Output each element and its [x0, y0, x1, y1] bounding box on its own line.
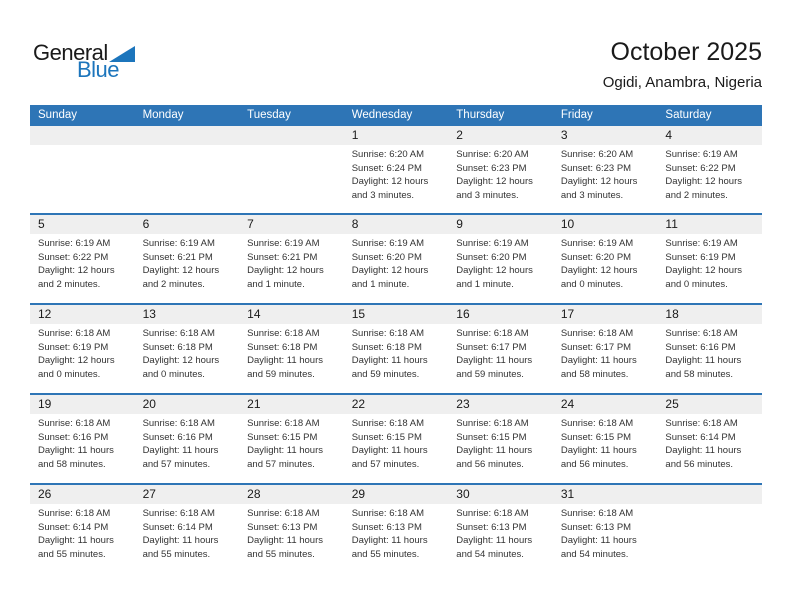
- sunrise-line: Sunrise: 6:18 AM: [247, 328, 320, 339]
- day-info: [553, 234, 658, 291]
- daylight-line: Daylight: 11 hours and 59 minutes.: [247, 355, 324, 380]
- sunrise-line: Sunrise: 6:20 AM: [351, 149, 425, 160]
- daylight-line: Daylight: 11 hours and 57 minutes.: [247, 445, 324, 470]
- day-info: [30, 234, 135, 291]
- day-info: [135, 414, 240, 471]
- weeks-container: [30, 126, 762, 573]
- daylight-line: Daylight: 12 hours and 1 minute.: [456, 265, 533, 290]
- daylight-line: Daylight: 12 hours and 2 minutes.: [665, 176, 742, 201]
- sunset-line: Sunset: 6:19 PM: [38, 341, 109, 353]
- day-cell-4: [657, 126, 762, 213]
- day-info: [344, 504, 449, 561]
- sunrise-line: Sunrise: 6:18 AM: [665, 328, 738, 339]
- dow-header-sunday: Sunday: [38, 109, 78, 121]
- day-info: [448, 324, 553, 381]
- sunset-line: Sunset: 6:14 PM: [142, 521, 213, 533]
- day-info: [135, 504, 240, 561]
- daylight-line: Daylight: 11 hours and 58 minutes.: [38, 445, 114, 470]
- sunrise-line: Sunrise: 6:20 AM: [560, 149, 634, 160]
- daylight-line: Daylight: 11 hours and 55 minutes.: [142, 535, 219, 560]
- day-cell-6: [135, 215, 240, 303]
- page-title: October 2025: [610, 38, 762, 66]
- daylight-line: Daylight: 11 hours and 55 minutes.: [38, 535, 114, 560]
- day-number: 8: [344, 215, 449, 234]
- dow-header-tuesday: Tuesday: [247, 109, 291, 121]
- day-info: [448, 145, 553, 202]
- daylight-line: Daylight: 11 hours and 59 minutes.: [456, 355, 533, 380]
- dow-header-friday: Friday: [560, 109, 593, 121]
- daylight-line: Daylight: 12 hours and 0 minutes.: [38, 355, 115, 380]
- day-cell-7: [239, 215, 344, 303]
- day-cell-3: [553, 126, 658, 213]
- day-number: 16: [448, 305, 553, 324]
- sunrise-line: Sunrise: 6:18 AM: [560, 508, 634, 519]
- day-info: [239, 504, 344, 561]
- day-info: [657, 414, 762, 471]
- day-info: [448, 504, 553, 561]
- day-number: 31: [553, 485, 658, 504]
- day-cell-16: [448, 305, 553, 393]
- sunrise-line: Sunrise: 6:18 AM: [142, 328, 215, 339]
- day-info: [344, 414, 449, 471]
- sunset-line: Sunset: 6:23 PM: [560, 162, 632, 174]
- day-cell-22: [344, 395, 449, 483]
- daylight-line: Daylight: 11 hours and 54 minutes.: [560, 535, 637, 560]
- week-row-5: [30, 483, 762, 573]
- day-info: [239, 414, 344, 471]
- daylight-line: Daylight: 12 hours and 2 minutes.: [142, 265, 220, 290]
- logo-text-blue: Blue: [77, 57, 120, 82]
- day-info: [553, 324, 658, 381]
- sunrise-line: Sunrise: 6:18 AM: [351, 418, 425, 429]
- sunset-line: Sunset: 6:16 PM: [665, 341, 736, 353]
- day-number: 9: [448, 215, 553, 234]
- day-cell-5: [30, 215, 135, 303]
- day-number: 19: [30, 395, 135, 414]
- daylight-line: Daylight: 12 hours and 0 minutes.: [665, 265, 742, 290]
- day-info: [448, 234, 553, 291]
- week-row-4: [30, 393, 762, 483]
- daylight-line: Daylight: 12 hours and 0 minutes.: [142, 355, 220, 380]
- day-cell-21: [239, 395, 344, 483]
- dow-header-wednesday: Wednesday: [351, 109, 413, 121]
- day-info: [344, 234, 449, 291]
- day-cell-17: [553, 305, 658, 393]
- daylight-line: Daylight: 11 hours and 59 minutes.: [351, 355, 428, 380]
- daylight-line: Daylight: 12 hours and 3 minutes.: [560, 176, 638, 201]
- day-info: [553, 504, 658, 561]
- day-number: 22: [344, 395, 449, 414]
- sunrise-line: Sunrise: 6:18 AM: [247, 508, 320, 519]
- sunrise-line: Sunrise: 6:19 AM: [142, 238, 215, 249]
- day-number: 26: [30, 485, 135, 504]
- day-number: 27: [135, 485, 240, 504]
- sunrise-line: Sunrise: 6:19 AM: [351, 238, 425, 249]
- day-cell-empty: [657, 485, 762, 573]
- day-cell-11: [657, 215, 762, 303]
- sunset-line: Sunset: 6:16 PM: [142, 431, 213, 443]
- sunset-line: Sunset: 6:22 PM: [38, 251, 109, 263]
- sunset-line: Sunset: 6:16 PM: [38, 431, 109, 443]
- day-number: 21: [239, 395, 344, 414]
- dow-header-thursday: Thursday: [456, 109, 505, 121]
- day-info: [657, 234, 762, 291]
- sunrise-line: Sunrise: 6:18 AM: [38, 418, 111, 429]
- sunrise-line: Sunrise: 6:19 AM: [665, 149, 738, 160]
- sunrise-line: Sunrise: 6:18 AM: [247, 418, 320, 429]
- sunrise-line: Sunrise: 6:18 AM: [665, 418, 738, 429]
- day-number: 1: [344, 126, 449, 145]
- day-cell-20: [135, 395, 240, 483]
- day-cell-27: [135, 485, 240, 573]
- day-info: [30, 324, 135, 381]
- sunset-line: Sunset: 6:15 PM: [456, 431, 527, 443]
- sunset-line: Sunset: 6:20 PM: [456, 251, 527, 263]
- sunrise-line: Sunrise: 6:19 AM: [38, 238, 111, 249]
- day-info: [344, 145, 449, 202]
- day-cell-15: [344, 305, 449, 393]
- sunset-line: Sunset: 6:22 PM: [665, 162, 736, 174]
- sunrise-line: Sunrise: 6:18 AM: [351, 328, 425, 339]
- day-number: 4: [657, 126, 762, 145]
- sunset-line: Sunset: 6:21 PM: [247, 251, 318, 263]
- page-subtitle: Ogidi, Anambra, Nigeria: [602, 73, 762, 91]
- day-number: 2: [448, 126, 553, 145]
- day-cell-empty: [30, 126, 135, 213]
- dow-header-saturday: Saturday: [665, 109, 712, 121]
- sunset-line: Sunset: 6:17 PM: [560, 341, 632, 353]
- day-cell-30: [448, 485, 553, 573]
- sunrise-line: Sunrise: 6:19 AM: [456, 238, 529, 249]
- day-number: 11: [657, 215, 762, 234]
- day-number: 17: [553, 305, 658, 324]
- day-number: 6: [135, 215, 240, 234]
- week-row-1: [30, 126, 762, 213]
- day-number: 14: [239, 305, 344, 324]
- sunrise-line: Sunrise: 6:18 AM: [142, 508, 215, 519]
- day-info: [30, 414, 135, 471]
- day-number: 25: [657, 395, 762, 414]
- sunrise-line: Sunrise: 6:19 AM: [560, 238, 634, 249]
- sunrise-line: Sunrise: 6:18 AM: [142, 418, 215, 429]
- sunset-line: Sunset: 6:15 PM: [560, 431, 632, 443]
- sunrise-line: Sunrise: 6:18 AM: [456, 508, 529, 519]
- dow-header-monday: Monday: [142, 109, 184, 121]
- sunset-line: Sunset: 6:24 PM: [351, 162, 422, 174]
- daylight-line: Daylight: 11 hours and 58 minutes.: [560, 355, 637, 380]
- day-number: 18: [657, 305, 762, 324]
- day-info: [448, 414, 553, 471]
- day-number: 5: [30, 215, 135, 234]
- daylight-line: Daylight: 11 hours and 54 minutes.: [456, 535, 533, 560]
- day-info: [657, 145, 762, 202]
- sunset-line: Sunset: 6:18 PM: [351, 341, 422, 353]
- daylight-line: Daylight: 12 hours and 2 minutes.: [38, 265, 115, 290]
- sunset-line: Sunset: 6:13 PM: [247, 521, 318, 533]
- sunrise-line: Sunrise: 6:18 AM: [560, 418, 634, 429]
- day-number: 23: [448, 395, 553, 414]
- day-cell-14: [239, 305, 344, 393]
- day-number: 20: [135, 395, 240, 414]
- daylight-line: Daylight: 12 hours and 1 minute.: [351, 265, 429, 290]
- day-number: 3: [553, 126, 658, 145]
- sunset-line: Sunset: 6:20 PM: [351, 251, 422, 263]
- day-cell-12: [30, 305, 135, 393]
- day-cell-8: [344, 215, 449, 303]
- day-cell-13: [135, 305, 240, 393]
- sunset-line: Sunset: 6:23 PM: [456, 162, 527, 174]
- day-cell-26: [30, 485, 135, 573]
- sunrise-line: Sunrise: 6:18 AM: [456, 418, 529, 429]
- sunset-line: Sunset: 6:20 PM: [560, 251, 632, 263]
- sunset-line: Sunset: 6:17 PM: [456, 341, 527, 353]
- day-number: 24: [553, 395, 658, 414]
- sunrise-line: Sunrise: 6:20 AM: [456, 149, 529, 160]
- day-info: [344, 324, 449, 381]
- day-info: [553, 145, 658, 202]
- title-block: [603, 38, 762, 91]
- daylight-line: Daylight: 12 hours and 0 minutes.: [560, 265, 638, 290]
- day-cell-10: [553, 215, 658, 303]
- sunset-line: Sunset: 6:14 PM: [38, 521, 109, 533]
- day-number: 10: [553, 215, 658, 234]
- general-blue-logo: [33, 42, 135, 81]
- day-info: [239, 234, 344, 291]
- sunrise-line: Sunrise: 6:18 AM: [38, 508, 111, 519]
- daylight-line: Daylight: 11 hours and 55 minutes.: [247, 535, 324, 560]
- day-cell-23: [448, 395, 553, 483]
- sunset-line: Sunset: 6:13 PM: [560, 521, 632, 533]
- day-info: [553, 414, 658, 471]
- daylight-line: Daylight: 11 hours and 56 minutes.: [456, 445, 533, 470]
- daylight-line: Daylight: 12 hours and 3 minutes.: [456, 176, 533, 201]
- day-number: 30: [448, 485, 553, 504]
- day-cell-empty: [239, 126, 344, 213]
- day-cell-29: [344, 485, 449, 573]
- day-number: [135, 126, 240, 145]
- day-cell-19: [30, 395, 135, 483]
- day-cell-9: [448, 215, 553, 303]
- sunrise-line: Sunrise: 6:18 AM: [38, 328, 111, 339]
- daylight-line: Daylight: 11 hours and 57 minutes.: [351, 445, 428, 470]
- sunset-line: Sunset: 6:14 PM: [665, 431, 736, 443]
- daylight-line: Daylight: 12 hours and 1 minute.: [247, 265, 324, 290]
- daylight-line: Daylight: 11 hours and 56 minutes.: [560, 445, 637, 470]
- day-cell-1: [344, 126, 449, 213]
- day-of-week-header-row: [30, 105, 762, 126]
- sunset-line: Sunset: 6:19 PM: [665, 251, 736, 263]
- daylight-line: Daylight: 11 hours and 58 minutes.: [665, 355, 742, 380]
- sunset-line: Sunset: 6:13 PM: [456, 521, 527, 533]
- sunset-line: Sunset: 6:21 PM: [142, 251, 213, 263]
- sunrise-line: Sunrise: 6:18 AM: [456, 328, 529, 339]
- day-info: [30, 504, 135, 561]
- day-cell-25: [657, 395, 762, 483]
- logo-text-general: General: [33, 40, 108, 65]
- day-info: [239, 324, 344, 381]
- daylight-line: Daylight: 12 hours and 3 minutes.: [351, 176, 429, 201]
- day-number: 28: [239, 485, 344, 504]
- day-cell-empty: [135, 126, 240, 213]
- day-info: [135, 234, 240, 291]
- sunset-line: Sunset: 6:18 PM: [142, 341, 213, 353]
- day-number: [30, 126, 135, 145]
- calendar-table: [30, 105, 762, 573]
- day-number: 13: [135, 305, 240, 324]
- week-row-3: [30, 303, 762, 393]
- day-cell-2: [448, 126, 553, 213]
- sunset-line: Sunset: 6:13 PM: [351, 521, 422, 533]
- day-number: 7: [239, 215, 344, 234]
- sunrise-line: Sunrise: 6:18 AM: [351, 508, 425, 519]
- sunrise-line: Sunrise: 6:19 AM: [665, 238, 738, 249]
- day-cell-28: [239, 485, 344, 573]
- day-number: 29: [344, 485, 449, 504]
- daylight-line: Daylight: 11 hours and 55 minutes.: [351, 535, 428, 560]
- day-number: [657, 485, 762, 504]
- sunset-line: Sunset: 6:18 PM: [247, 341, 318, 353]
- day-number: [239, 126, 344, 145]
- sunrise-line: Sunrise: 6:19 AM: [247, 238, 320, 249]
- sunset-line: Sunset: 6:15 PM: [351, 431, 422, 443]
- sunrise-line: Sunrise: 6:18 AM: [560, 328, 634, 339]
- day-number: 15: [344, 305, 449, 324]
- day-info: [135, 324, 240, 381]
- week-row-2: [30, 213, 762, 303]
- day-info: [657, 324, 762, 381]
- daylight-line: Daylight: 11 hours and 56 minutes.: [665, 445, 742, 470]
- daylight-line: Daylight: 11 hours and 57 minutes.: [142, 445, 219, 470]
- day-cell-18: [657, 305, 762, 393]
- sunset-line: Sunset: 6:15 PM: [247, 431, 318, 443]
- day-cell-24: [553, 395, 658, 483]
- day-number: 12: [30, 305, 135, 324]
- day-cell-31: [553, 485, 658, 573]
